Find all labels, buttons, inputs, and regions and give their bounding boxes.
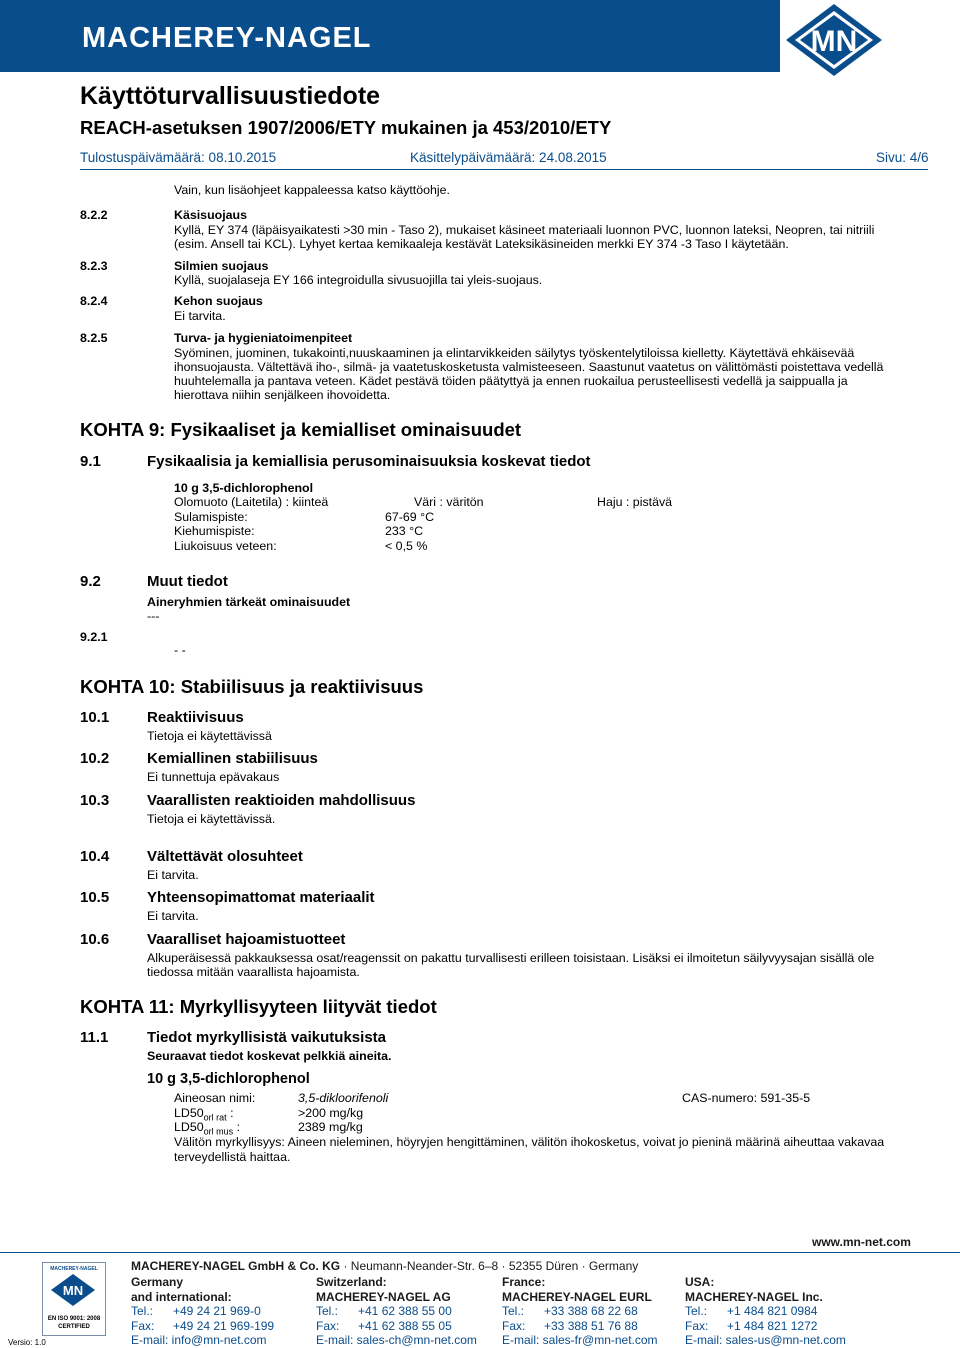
version: Versio: 1.0 [8, 1338, 46, 1347]
s106-title: Vaaralliset hajoamistuotteet [147, 931, 346, 948]
s92-title: Muut tiedot [147, 573, 228, 590]
ld50-mus-value: 2389 mg/kg [298, 1120, 363, 1134]
s9-sol-label: Liukoisuus veteen: [174, 539, 277, 553]
s822-line2: (esim. Ansell tai KCL). Lyhyet kertaa kemikaaleja kestävät Lateksikäsineiden merkki EY 374 -3 Taso I käytetään. [174, 237, 789, 251]
email-france[interactable]: E-mail: sales-fr@mn-net.com [502, 1333, 658, 1347]
ld50-rat-value: >200 mg/kg [298, 1106, 364, 1120]
cert-brand: MACHEREY-NAGEL [50, 1266, 98, 1272]
cert-text: EN ISO 9001: 2008 CERTIFIED [47, 1316, 101, 1330]
s92-subtitle: Aineryhmien tärkeät ominaisuudet [147, 595, 351, 609]
s824-number: 8.2.4 [80, 294, 108, 308]
s921-dash: - - [174, 643, 186, 657]
s824-line1: Ei tarvita. [174, 309, 226, 323]
s9-bp-value: 233 °C [385, 524, 424, 538]
s101-number: 10.1 [80, 709, 110, 726]
s101-title: Reaktiivisuus [147, 709, 244, 726]
s92-dash: --- [147, 609, 160, 623]
footer-company-line: MACHEREY-NAGEL GmbH & Co. KG · Neumann-Neander-Str. 6–8 · 52355 Düren · Germany [131, 1259, 639, 1273]
cert-logo-text: MN [62, 1283, 84, 1298]
s111-note: Seuraavat tiedot koskevat pelkkiä aineita. [147, 1049, 392, 1063]
page-number: Sivu: 4/6 [876, 150, 929, 165]
s823-line1: Kyllä, suojalaseja EY 166 integroidulla sivusuojilla tai yleis-suojaus. [174, 273, 543, 287]
email-usa[interactable]: E-mail: sales-us@mn-net.com [685, 1333, 846, 1347]
header-divider [80, 169, 928, 170]
logo-text: MN [810, 25, 858, 58]
s105-title: Yhteensopimattomat materiaalit [147, 889, 375, 906]
s822-line1: Kyllä, EY 374 (läpäisyaikatesti >30 min - Taso 2), mukaiset käsineet materiaali luonnon PVC, luonnon lateksi, Neopren, tai nitriili [174, 223, 875, 237]
section-10-heading: KOHTA 10: Stabiilisuus ja reaktiivisuus [80, 676, 424, 697]
s101-text: Tietoja ei käytettävissä [147, 729, 272, 743]
s106-number: 10.6 [80, 931, 110, 948]
s111-title: Tiedot myrkyllisistä vaikutuksista [147, 1029, 386, 1046]
s9-product: 10 g 3,5-dichlorophenol [174, 481, 314, 495]
s103-text: Tietoja ei käytettävissä. [147, 812, 276, 826]
footer-col-usa: USA: MACHEREY-NAGEL Inc. Tel.: +1 484 821 0984 Fax: +1 484 821 1272 E-mail: sales-us@mn-net.com [685, 1275, 885, 1348]
s111-number: 11.1 [80, 1029, 109, 1046]
mn-logo-icon [782, 2, 886, 78]
s11-name-label: Aineosan nimi: [174, 1091, 256, 1105]
s9-form: Olomuoto (Laitetila) : kiinteä [174, 495, 329, 509]
s824-title: Kehon suojaus [174, 294, 263, 308]
s102-title: Kemiallinen stabiilisuus [147, 750, 318, 767]
acute-tox-line2: terveydellistä haittaa. [174, 1150, 291, 1164]
s103-number: 10.3 [80, 792, 110, 809]
s104-number: 10.4 [80, 848, 110, 865]
iso-certificate-badge [42, 1262, 106, 1336]
s9-mp-label: Sulamispiste: [174, 510, 248, 524]
s9-odor: Haju : pistävä [597, 495, 673, 509]
s825-line1: Syöminen, juominen, tukakointi,nuuskaaminen ja elintarvikkeiden säilytys työskentelytiloissa kielletty. Käytettävä ehkäisevää [174, 346, 855, 360]
s825-title: Turva- ja hygieniatoimenpiteet [174, 331, 353, 345]
email-switzerland[interactable]: E-mail: sales-ch@mn-net.com [316, 1333, 477, 1347]
s825-line4: hierottava niihin senjälkeen ihovoidetta. [174, 388, 391, 402]
s91-number: 9.1 [80, 453, 101, 470]
ld50-rat-label: $LD50_{orl rat}$ : [174, 1106, 234, 1123]
s102-text: Ei tunnettuja epävakaus [147, 770, 280, 784]
s823-number: 8.2.3 [80, 259, 108, 273]
s102-number: 10.2 [80, 750, 110, 767]
s9-color: Väri : väritön [414, 495, 484, 509]
s9-bp-label: Kiehumispiste: [174, 524, 255, 538]
s92-number: 9.2 [80, 573, 101, 590]
cert-logo-icon [43, 1272, 103, 1308]
document-subtitle: REACH-asetuksen 1907/2006/ETY mukainen ja 453/2010/ETY [80, 117, 612, 138]
footer-divider [0, 1252, 960, 1253]
section-9-heading: KOHTA 9: Fysikaaliset ja kemialliset ominaisuudet [80, 419, 522, 440]
brand-name: MACHEREY-NAGEL [82, 22, 372, 54]
section-11-heading: KOHTA 11: Myrkyllisyyteen liityvät tiedot [80, 996, 437, 1017]
s105-text: Ei tarvita. [147, 909, 199, 923]
s11-product: 10 g 3,5-dichlorophenol [147, 1071, 310, 1087]
s8-intro: Vain, kun lisäohjeet kappaleessa katso käyttöohje. [174, 183, 450, 197]
email-germany[interactable]: E-mail: info@mn-net.com [131, 1333, 267, 1347]
s11-name-value: 3,5-dikloorifenoli [298, 1091, 389, 1105]
acute-tox-line1: Välitön myrkyllisyys: Aineen nieleminen, höyryjen hengittäminen, välitön ihokosketus, voivat jo pieninä määrinä aiheuttaa vakavaa [174, 1135, 885, 1149]
s822-title: Käsisuojaus [174, 208, 247, 222]
footer-col-germany: Germany and international: Tel.: +49 24 21 969-0 Fax: +49 24 21 969-199 E-mail: info@mn-net.com [131, 1275, 311, 1348]
s9-sol-value: < 0,5 % [385, 539, 428, 553]
s823-title: Silmien suojaus [174, 259, 269, 273]
footer-url[interactable]: www.mn-net.com [812, 1235, 911, 1249]
footer-col-france: France: MACHEREY-NAGEL EURL Tel.: +33 388 68 22 68 Fax: +33 388 51 76 88 E-mail: sales-fr@mn-net.com [502, 1275, 682, 1348]
footer-col-switzerland: Switzerland: MACHEREY-NAGEL AG Tel.: +41 62 388 55 00 Fax: +41 62 388 55 05 E-mail: sales-ch@mn-net.com [316, 1275, 496, 1348]
s825-number: 8.2.5 [80, 331, 108, 345]
print-date: Tulostuspäivämäärä: 08.10.2015 [80, 150, 277, 165]
s106-line1: Alkuperäisessä pakkauksessa osat/reagenssit on pakattu turvallisesti erilleen toisistaan. Lisäksi ei ilmoitetun säilyvyysajan sisällä ole [147, 951, 875, 965]
processing-date: Käsittelypäivämäärä: 24.08.2015 [410, 150, 607, 165]
s11-cas: CAS-numero: 591-35-5 [682, 1091, 811, 1105]
s921-number: 9.2.1 [80, 630, 108, 644]
s105-number: 10.5 [80, 889, 110, 906]
s825-line2: ihonsuojausta. Vältettävä iho-, silmä- ja vaatetuskosketusta valmisteeseen. Saastunut vaatetus on välittömästi poistettava vedellä [174, 360, 884, 374]
s104-title: Vältettävät olosuhteet [147, 848, 303, 865]
s103-title: Vaarallisten reaktioiden mahdollisuus [147, 792, 416, 809]
s91-title: Fysikaalisia ja kemiallisia perusominaisuuksia koskevat tiedot [147, 453, 591, 470]
s822-number: 8.2.2 [80, 208, 108, 222]
s825-line3: huuhtelemalla ja pantava veteen. Kädet pestävä töiden päätyttyä ja ennen ruokailua perusteellisesti vedellä ja saippualla ja [174, 374, 848, 388]
ld50-mus-label: $LD50_{orl mus}$ : [174, 1120, 241, 1137]
s9-mp-value: 67-69 °C [385, 510, 435, 524]
s104-text: Ei tarvita. [147, 868, 199, 882]
document-title: Käyttöturvallisuustiedote [80, 82, 381, 110]
s106-line2: tiedossa mitään vaarallista hajoamista. [147, 965, 360, 979]
